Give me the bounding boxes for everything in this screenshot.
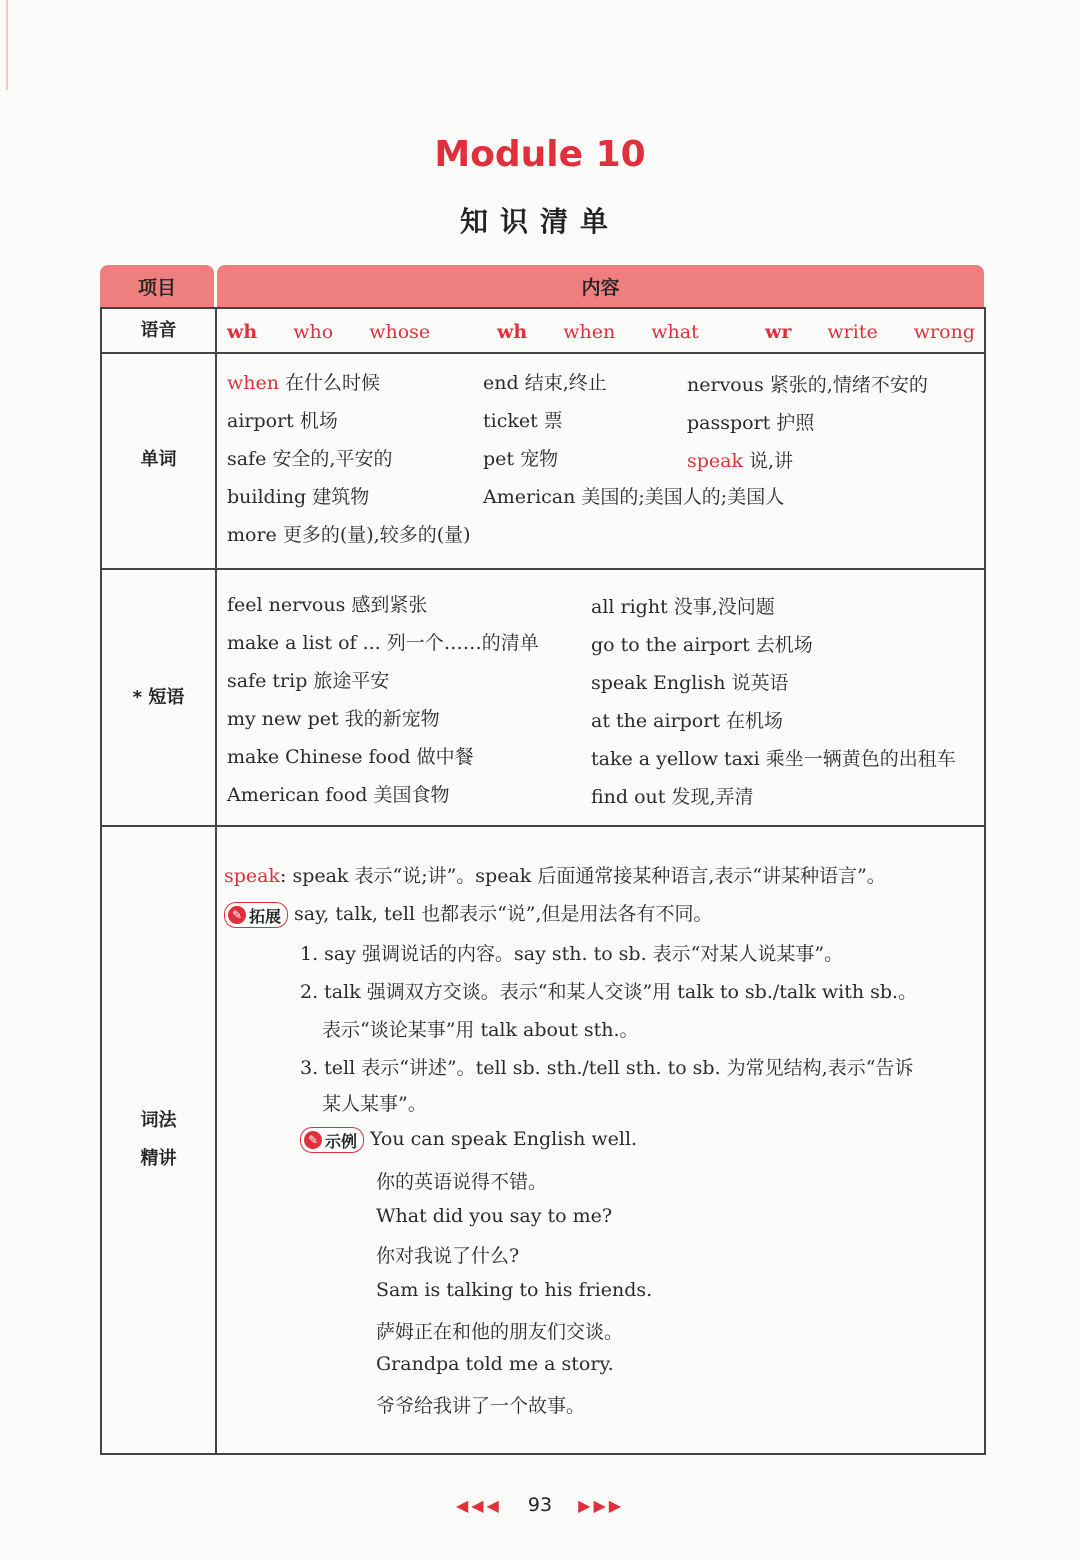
vocab-item: building 建筑物 [227,486,370,508]
grammar-point: 某人某事”。 [322,1093,427,1115]
example-line: 你的英语说得不错。 [376,1171,548,1193]
label-grammar-2: 精讲 [140,1148,177,1169]
vocab-item: pet 宠物 [483,448,559,470]
phrase-item: my new pet 我的新宠物 [227,708,440,730]
phrase-item: take a yellow taxi 乘坐一辆黄色的出租车 [591,748,956,770]
pron-group-2 [497,321,699,343]
example-line: 爷爷给我讲了一个故事。 [376,1395,586,1417]
page-number: 93 [527,1494,553,1516]
phrase-item: find out 发现,弄清 [591,786,754,808]
example-line: Grandpa told me a story. [376,1353,614,1375]
vocab-item: nervous 紧张的,情绪不安的 [687,374,928,396]
pron-key: wh [497,321,528,343]
pron-word: whose [369,321,431,343]
knowledge-table [100,265,984,1455]
grammar-intro: speak: speak 表示“说;讲”。speak 后面通常接某种语言,表示“讲某种语言”。 [224,865,886,887]
vocab-item: safe 安全的,平安的 [227,448,393,470]
header-item: 项目 [100,265,214,307]
phrase-item: make a list of ... 列一个……的清单 [227,632,539,654]
label-grammar-1: 词法 [140,1110,177,1131]
example-line: ✎ 示例 You can speak English well. [300,1127,637,1153]
pron-group-3 [765,321,975,343]
vocab-item: end 结束,终止 [483,372,607,394]
pron-key: wr [765,321,792,343]
pron-word: when [563,321,616,343]
pencil-icon: ✎ [228,906,246,924]
label-vocabulary: 单词 [102,352,217,568]
pron-key: wh [227,321,258,343]
grammar-point: 表示“谈论某事”用 talk about sth.。 [322,1019,639,1041]
phrase-item: American food 美国食物 [227,784,450,806]
label-grammar [102,827,217,1453]
vocab-item: airport 机场 [227,410,338,432]
phrase-item: at the airport 在机场 [591,710,784,732]
grammar-point: 2. talk 强调双方交谈。表示“和某人交谈”用 talk to sb./talk with sb.。 [300,981,918,1003]
vocab-item: passport 护照 [687,412,815,434]
pron-word: wrong [913,321,975,343]
row-vocabulary [100,352,986,570]
vocab-item: ticket 票 [483,410,563,432]
edge-mark [6,0,8,90]
header-content: 内容 [217,265,984,307]
row-phrases [100,570,986,827]
row-grammar [100,827,986,1455]
pron-word: write [827,321,878,343]
phrase-item: speak English 说英语 [591,672,789,694]
example-line: 你对我说了什么? [376,1245,520,1267]
left-arrows-icon: ◀◀◀ [455,1496,502,1515]
example-line: What did you say to me? [376,1205,613,1227]
label-pronunciation: 语音 [102,309,217,352]
vocab-item: when 在什么时候 [227,372,381,394]
phrase-item: all right 没事,没问题 [591,596,775,618]
vocab-item: more 更多的(量),较多的(量) [227,524,471,546]
pron-word: what [651,321,699,343]
phrase-item: safe trip 旅途平安 [227,670,390,692]
right-arrows-icon: ▶▶▶ [578,1496,625,1515]
section-subtitle: 知识清单 [459,205,620,238]
example-line: Sam is talking to his friends. [376,1279,653,1301]
example-tag: ✎ 示例 [300,1127,364,1153]
label-phrases: * 短语 [102,570,217,825]
pron-group-1 [227,321,430,343]
grammar-expand: ✎ 拓展 say, talk, tell 也都表示“说”,但是用法各有不同。 [224,899,713,928]
vocab-item: American 美国的;美国人的;美国人 [483,486,785,508]
page-footer [0,1494,1080,1516]
grammar-point: 3. tell 表示“讲述”。tell sb. sth./tell sth. to sb. 为常见结构,表示“告诉 [300,1057,914,1079]
pron-word: who [293,321,334,343]
phrase-item: feel nervous 感到紧张 [227,594,428,616]
pencil-icon: ✎ [304,1131,322,1149]
phrase-item: make Chinese food 做中餐 [227,746,474,768]
grammar-point: 1. say 强调说话的内容。say sth. to sb. 表示“对某人说某事”。 [300,943,844,965]
vocab-item: speak 说,讲 [687,450,794,472]
example-line: 萨姆正在和他的朋友们交谈。 [376,1321,624,1343]
module-title: Module 10 [434,134,646,175]
expand-tag: ✎ 拓展 [224,902,288,928]
phrase-item: go to the airport 去机场 [591,634,813,656]
row-pronunciation [100,307,986,354]
